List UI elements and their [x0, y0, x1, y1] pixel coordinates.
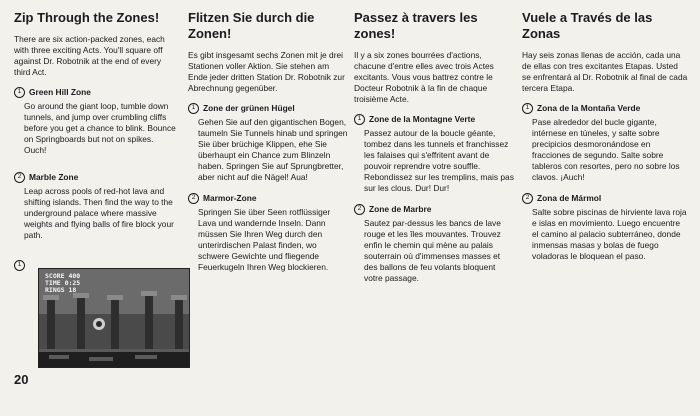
- zone-description: Gehen Sie auf den gigantischen Bogen, taumeln Sie Tunnels hinab und springen Sie über brüchige Klippen, ehe Sie überhaupt ein Chance zum Blinzeln haben. Springen Sie auf Sprungbretter, aber nicht auf die Nägel! Aua!: [198, 117, 348, 182]
- section-title: Vuele a Través de las Zonas: [522, 10, 653, 41]
- zone-heading: [188, 103, 348, 114]
- column-french: [354, 10, 514, 294]
- number-badge-icon: 1: [354, 114, 365, 125]
- intro-text: Es gibt insgesamt sechs Zonen mit je drei Stationen voller Aktion. Sie stehen am Ende jeder dritten Station Dr. Robotnik zur Abrechnung gegenüber.: [188, 50, 345, 93]
- zone-name: Zone der grünen Hügel: [203, 103, 295, 113]
- intro-text: Hay seis zonas llenas de acción, cada una de ellas con tres excitantes Etapas. Usted se enfrentará al Dr. Robotnik al final de cada tercera Etapa.: [522, 50, 688, 93]
- zone-heading: [14, 87, 178, 98]
- number-badge-icon: 1: [14, 260, 25, 271]
- page-number: 20: [14, 372, 29, 387]
- section-title: Passez à travers les zones!: [354, 10, 478, 41]
- zone-description: Go around the giant loop, tumble down tunnels, and jump over crumbling cliffs before you get a chance to blink. Bounce on Springboards but not on spikes. Ouch!: [24, 101, 176, 155]
- column-english: [14, 10, 178, 257]
- column-german: [188, 10, 348, 283]
- zone-heading: [354, 114, 514, 125]
- zone-description: Pase alrededor del bucle gigante, intérnese en túneles, y salte sobre precipicios desmoronándose en fracciones de segundo. Salte sobre tableros con resortes, pero no sobre los clavos. ¡Auch!: [532, 117, 680, 182]
- number-badge-icon: 2: [354, 204, 365, 215]
- zone-description: Sautez par-dessus les bancs de lave rouge et les îles mouvantes. Trouvez enfin le chemin qui mène au palais souterrain où d'immenses masses et des ballons de feu volants bloquent votre passage.: [364, 218, 501, 283]
- zone-description: Springen Sie über Seen rotflüssiger Lava und wandernde Inseln. Dann müssen Sie Ihren Weg durch den unterirdischen Palast finden, wo schwere Gewichte und fliegende Feuerkugeln Ihren Weg blockieren.: [198, 207, 331, 272]
- zone-name: Zona de Mármol: [537, 193, 602, 203]
- number-badge-icon: 1: [522, 103, 533, 114]
- number-badge-icon: 2: [522, 193, 533, 204]
- section-title: Flitzen Sie durch die Zonen!: [188, 10, 315, 41]
- hud-time: TIME 0:25: [45, 279, 81, 287]
- number-badge-icon: 1: [188, 103, 199, 114]
- zone-heading: [14, 172, 178, 183]
- zone-heading: [522, 103, 688, 114]
- zone-name: Zone de Marbre: [369, 204, 432, 214]
- zone-name: Marble Zone: [29, 172, 79, 182]
- column-spanish: [522, 10, 688, 272]
- intro-text: Il y a six zones bourrées d'actions, chacune d'entre elles avec trois Actes excitants. Vous vous battrez contre le Docteur Robotnik à la fin de chaque troisième Acte.: [354, 50, 494, 104]
- zone-name: Zona de la Montaña Verde: [537, 103, 641, 113]
- zone-heading: [522, 193, 688, 204]
- intro-text: There are six action-packed zones, each with three exciting Acts. You'll square off against Dr. Robotnik at the end of every third Act.: [14, 34, 165, 77]
- zone-name: Zone de la Montagne Verte: [369, 114, 476, 124]
- zone-heading: [354, 204, 514, 215]
- game-screenshot: [38, 268, 190, 368]
- zone-name: Green Hill Zone: [29, 87, 91, 97]
- section-title: Zip Through the Zones!: [14, 10, 160, 25]
- hud-score: SCORE 400: [45, 272, 81, 280]
- zone-description: Leap across pools of red-hot lava and shifting islands. Then find the way to the underground palace where massive weights and flying balls of fire block your path.: [24, 186, 174, 240]
- number-badge-icon: 2: [188, 193, 199, 204]
- number-badge-icon: 2: [14, 172, 25, 183]
- zone-name: Marmor-Zone: [203, 193, 257, 203]
- zone-description: Passez autour de la boucle géante, tombez dans les tunnels et franchissez les falaises qui s'effritent avant de pouvoir reprendre votre souffle. Rebondissez sur les tremplins, mais pas sur les clous. Dur! Dur!: [364, 128, 514, 193]
- game-hud: [45, 273, 80, 294]
- number-badge-icon: 1: [14, 87, 25, 98]
- hud-rings: RINGS 18: [45, 286, 77, 294]
- zone-heading: [188, 193, 348, 204]
- zone-description: Salte sobre piscinas de hirviente lava roja e islas en movimiento. Luego encuentre el camino al palacio subterráneo, donde inmensas masas y bolas de fuego voladoras le bloquean el paso.: [532, 207, 687, 261]
